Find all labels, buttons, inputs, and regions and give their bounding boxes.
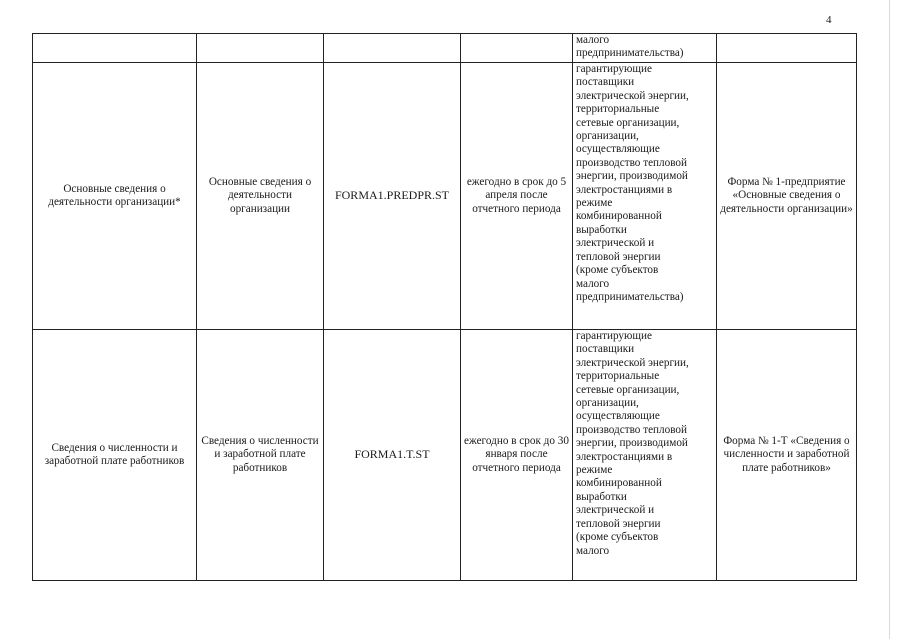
cell-form — [717, 34, 857, 63]
page-number: 4 — [826, 14, 832, 26]
cell-indicator: Основные сведения о деятельности организации* — [33, 63, 197, 330]
cell-name — [197, 34, 324, 63]
cell-indicator — [33, 34, 197, 63]
reporting-forms-table — [32, 33, 857, 581]
cell-form: Форма № 1-предприятие «Основные сведения о деятельности организации» — [717, 63, 857, 330]
cell-respondents: гарантирующие поставщики электрической энергии, территориальные сетевые организации, организации, осуществляющие производство тепловой энергии, производимой электростанциями в режиме комбинированной выработки электрической и тепловой энергии (кроме субъектов малого — [573, 330, 717, 581]
cell-deadline: ежегодно в срок до 30 января после отчетного периода — [461, 330, 573, 581]
cell-code: FORMA1.T.ST — [324, 330, 461, 581]
table-row — [33, 330, 857, 581]
cell-respondents: малого предпринимательства) — [573, 34, 717, 63]
cell-form: Форма № 1-Т «Сведения о численности и заработной плате работников» — [717, 330, 857, 581]
cell-name: Основные сведения о деятельности организации — [197, 63, 324, 330]
cell-code — [324, 34, 461, 63]
table-row — [33, 34, 857, 63]
cell-deadline: ежегодно в срок до 5 апреля после отчетного периода — [461, 63, 573, 330]
cell-deadline — [461, 34, 573, 63]
cell-respondents: гарантирующие поставщики электрической энергии, территориальные сетевые организации, организации, осуществляющие производство тепловой энергии, производимой электростанциями в режиме комбинированной выработки электрической и тепловой энергии (кроме субъектов малого предпринимательства) — [573, 63, 717, 330]
cell-name: Сведения о численности и заработной плате работников — [197, 330, 324, 581]
cell-code: FORMA1.PREDPR.ST — [324, 63, 461, 330]
cell-indicator: Сведения о численности и заработной плате работников — [33, 330, 197, 581]
page-edge-rule — [889, 0, 890, 639]
table-row — [33, 63, 857, 330]
